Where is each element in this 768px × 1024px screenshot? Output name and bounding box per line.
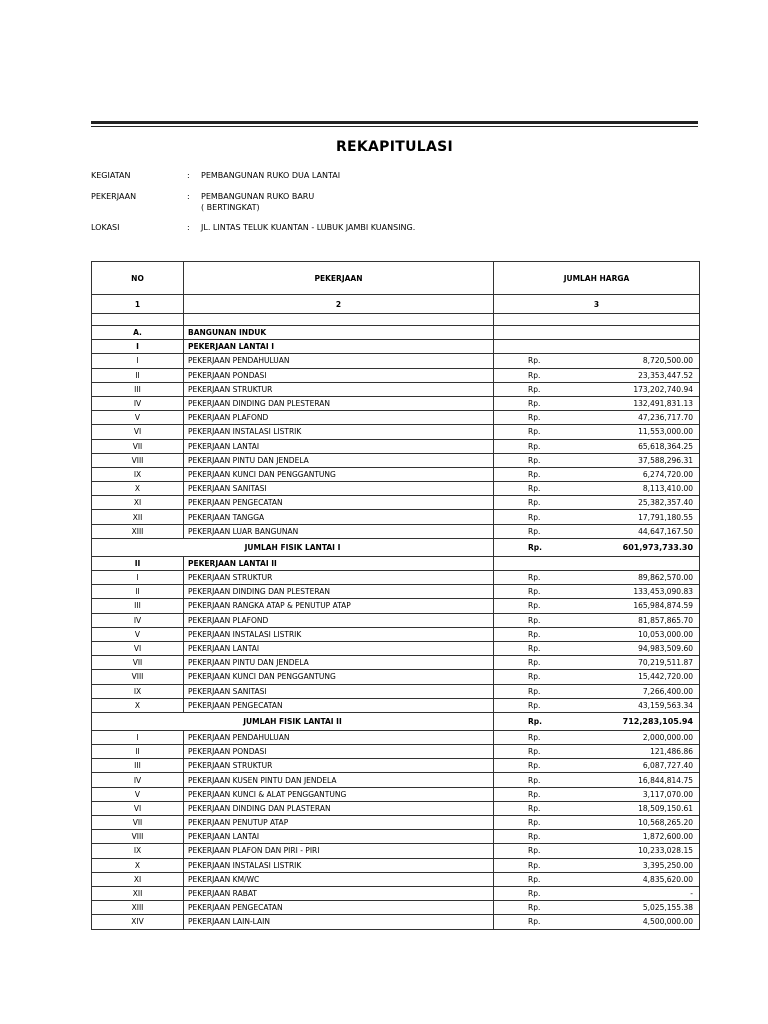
meta-label: KEGIATAN	[91, 171, 131, 180]
meta-value-line2: ( BERTINGKAT)	[201, 203, 260, 212]
cell-no: XIII	[92, 901, 184, 915]
currency-label: Rp.	[494, 844, 574, 858]
table-row	[92, 599, 700, 613]
currency-label: Rp.	[494, 585, 574, 599]
table-row	[92, 627, 700, 641]
cell-amount: 2,000,000.00	[574, 730, 700, 744]
currency-label: Rp.	[494, 730, 574, 744]
cell-no: VIII	[92, 670, 184, 684]
cell-pekerjaan: PEKERJAAN KUSEN PINTU DAN JENDELA	[184, 773, 494, 787]
currency-label: Rp.	[494, 453, 574, 467]
currency-label: Rp.	[494, 901, 574, 915]
cell-pekerjaan: PEKERJAAN INSTALASI LISTRIK	[184, 858, 494, 872]
cell-amount: 16,844,814.75	[574, 773, 700, 787]
cell-pekerjaan: PEKERJAAN PLAFOND	[184, 613, 494, 627]
table-row	[92, 585, 700, 599]
cell-amount: 70,219,511.87	[574, 656, 700, 670]
cell-amount: 8,720,500.00	[574, 354, 700, 368]
cell-pekerjaan: PEKERJAAN KUNCI DAN PENGGANTUNG	[184, 467, 494, 481]
table-row	[92, 482, 700, 496]
table-row	[92, 641, 700, 655]
currency-label: Rp.	[494, 439, 574, 453]
currency-label: Rp.	[494, 425, 574, 439]
table-row	[92, 340, 700, 354]
cell-amount: 133,453,090.83	[574, 585, 700, 599]
cell-no: VI	[92, 641, 184, 655]
cell-pekerjaan: PEKERJAAN PENGECATAN	[184, 496, 494, 510]
meta-label: PEKERJAAN	[91, 192, 137, 201]
cell-pekerjaan: PEKERJAAN SANITASI	[184, 684, 494, 698]
table-row	[92, 467, 700, 481]
currency-label: Rp.	[494, 759, 574, 773]
cell-no: XII	[92, 510, 184, 524]
cell-no	[92, 314, 184, 326]
cell-no: VIII	[92, 830, 184, 844]
cell-amount: 47,236,717.70	[574, 411, 700, 425]
cell-amount: 6,274,720.00	[574, 467, 700, 481]
cell-no: I	[92, 354, 184, 368]
cell-amount: 3,395,250.00	[574, 858, 700, 872]
currency-label: Rp.	[494, 712, 574, 730]
cell-pekerjaan: PEKERJAAN PLAFOND	[184, 411, 494, 425]
cell-jumlah	[494, 314, 700, 326]
table-row	[92, 453, 700, 467]
cell-no: VIII	[92, 453, 184, 467]
table-row	[92, 670, 700, 684]
cell-pekerjaan: PEKERJAAN LANTAI I	[184, 340, 494, 354]
cell-amount: 18,509,150.61	[574, 801, 700, 815]
cell-pekerjaan: PEKERJAAN SANITASI	[184, 482, 494, 496]
table-row	[92, 901, 700, 915]
subtotal-amount: 712,283,105.94	[574, 712, 700, 730]
subtotal-label: JUMLAH FISIK LANTAI II	[92, 712, 494, 730]
column-number-row	[92, 295, 700, 314]
table-row	[92, 816, 700, 830]
cell-no: IV	[92, 773, 184, 787]
table-row	[92, 684, 700, 698]
currency-label: Rp.	[494, 354, 574, 368]
col-number-3: 3	[494, 295, 700, 314]
cell-amount: -	[574, 886, 700, 900]
cell-pekerjaan: PEKERJAAN PLAFON DAN PIRI - PIRI	[184, 844, 494, 858]
table-row	[92, 656, 700, 670]
cell-pekerjaan: PEKERJAAN PONDASI	[184, 745, 494, 759]
table-row	[92, 425, 700, 439]
meta-colon: :	[187, 192, 190, 201]
cell-pekerjaan: PEKERJAAN PENDAHULUAN	[184, 354, 494, 368]
meta-colon: :	[187, 223, 190, 232]
cell-pekerjaan: PEKERJAAN INSTALASI LISTRIK	[184, 425, 494, 439]
cell-amount: 5,025,155.38	[574, 901, 700, 915]
header-pekerjaan: PEKERJAAN	[184, 262, 494, 295]
currency-label: Rp.	[494, 656, 574, 670]
currency-label: Rp.	[494, 538, 574, 556]
currency-label: Rp.	[494, 816, 574, 830]
cell-pekerjaan: PEKERJAAN KUNCI DAN PENGGANTUNG	[184, 670, 494, 684]
cell-pekerjaan: PEKERJAAN LANTAI	[184, 641, 494, 655]
cell-pekerjaan: PEKERJAAN PONDASI	[184, 368, 494, 382]
cell-no: III	[92, 382, 184, 396]
cell-no: IV	[92, 396, 184, 410]
table-row	[92, 571, 700, 585]
cell-no: IX	[92, 844, 184, 858]
cell-amount: 121,486.86	[574, 745, 700, 759]
currency-label: Rp.	[494, 627, 574, 641]
cell-amount: 43,159,563.34	[574, 698, 700, 712]
subtotal-amount: 601,973,733.30	[574, 538, 700, 556]
cell-no: XI	[92, 496, 184, 510]
table-row	[92, 886, 700, 900]
cell-pekerjaan: PEKERJAAN DINDING DAN PLESTERAN	[184, 396, 494, 410]
cell-amount: 81,857,865.70	[574, 613, 700, 627]
cell-amount: 10,233,028.15	[574, 844, 700, 858]
cell-no: II	[92, 368, 184, 382]
cell-pekerjaan: PEKERJAAN DINDING DAN PLESTERAN	[184, 585, 494, 599]
cell-amount: 10,568,265.20	[574, 816, 700, 830]
cell-amount: 25,382,357.40	[574, 496, 700, 510]
cell-no: VII	[92, 439, 184, 453]
table-row	[92, 745, 700, 759]
cell-no: II	[92, 585, 184, 599]
cell-no: III	[92, 759, 184, 773]
meta-value: JL. LINTAS TELUK KUANTAN - LUBUK JAMBI KUANSING.	[201, 223, 416, 232]
cell-jumlah	[494, 340, 700, 354]
cell-amount: 15,442,720.00	[574, 670, 700, 684]
table-row	[92, 510, 700, 524]
cell-pekerjaan: PEKERJAAN LAIN-LAIN	[184, 915, 494, 929]
currency-label: Rp.	[494, 382, 574, 396]
cell-no: X	[92, 698, 184, 712]
table-row	[92, 354, 700, 368]
currency-label: Rp.	[494, 467, 574, 481]
cell-no: X	[92, 482, 184, 496]
currency-label: Rp.	[494, 411, 574, 425]
currency-label: Rp.	[494, 684, 574, 698]
recap-table	[91, 261, 700, 930]
cell-pekerjaan: PEKERJAAN PENUTUP ATAP	[184, 816, 494, 830]
cell-pekerjaan: PEKERJAAN STRUKTUR	[184, 571, 494, 585]
cell-no: V	[92, 787, 184, 801]
cell-no: III	[92, 599, 184, 613]
cell-pekerjaan: PEKERJAAN STRUKTUR	[184, 759, 494, 773]
header-jumlah-harga: JUMLAH HARGA	[494, 262, 700, 295]
cell-pekerjaan: PEKERJAAN LANTAI II	[184, 556, 494, 570]
subtotal-row	[92, 712, 700, 730]
cell-no: XI	[92, 872, 184, 886]
cell-no: A.	[92, 326, 184, 340]
page-title: REKAPITULASI	[335, 139, 454, 155]
currency-label: Rp.	[494, 915, 574, 929]
cell-amount: 89,862,570.00	[574, 571, 700, 585]
meta-label: LOKASI	[91, 223, 120, 232]
currency-label: Rp.	[494, 571, 574, 585]
table-row	[92, 801, 700, 815]
currency-label: Rp.	[494, 641, 574, 655]
cell-pekerjaan: PEKERJAAN DINDING DAN PLASTERAN	[184, 801, 494, 815]
cell-amount: 165,984,874.59	[574, 599, 700, 613]
currency-label: Rp.	[494, 396, 574, 410]
cell-pekerjaan: PEKERJAAN RANGKA ATAP & PENUTUP ATAP	[184, 599, 494, 613]
table-row	[92, 326, 700, 340]
cell-pekerjaan	[184, 314, 494, 326]
table-row	[92, 773, 700, 787]
table-row	[92, 556, 700, 570]
header-no: NO	[92, 262, 184, 295]
table-row	[92, 915, 700, 929]
cell-no: VI	[92, 801, 184, 815]
header-rule-thick	[91, 121, 698, 124]
cell-no: V	[92, 627, 184, 641]
table-row	[92, 613, 700, 627]
meta-value: PEMBANGUNAN RUKO DUA LANTAI	[201, 171, 341, 180]
cell-amount: 1,872,600.00	[574, 830, 700, 844]
cell-amount: 132,491,831.13	[574, 396, 700, 410]
currency-label: Rp.	[494, 801, 574, 815]
cell-amount: 23,353,447.52	[574, 368, 700, 382]
currency-label: Rp.	[494, 745, 574, 759]
header-rule-thin	[91, 126, 698, 127]
cell-pekerjaan: PEKERJAAN LANTAI	[184, 439, 494, 453]
table-row	[92, 787, 700, 801]
table-row	[92, 439, 700, 453]
currency-label: Rp.	[494, 773, 574, 787]
cell-amount: 17,791,180.55	[574, 510, 700, 524]
cell-no: II	[92, 745, 184, 759]
currency-label: Rp.	[494, 496, 574, 510]
currency-label: Rp.	[494, 510, 574, 524]
cell-no: I	[92, 340, 184, 354]
cell-amount: 8,113,410.00	[574, 482, 700, 496]
cell-no: VII	[92, 656, 184, 670]
col-number-2: 2	[184, 295, 494, 314]
cell-amount: 6,087,727.40	[574, 759, 700, 773]
cell-no: VII	[92, 816, 184, 830]
cell-amount: 7,266,400.00	[574, 684, 700, 698]
currency-label: Rp.	[494, 698, 574, 712]
cell-no: XIV	[92, 915, 184, 929]
cell-pekerjaan: PEKERJAAN PINTU DAN JENDELA	[184, 453, 494, 467]
table-row	[92, 759, 700, 773]
table-body	[92, 314, 700, 930]
cell-pekerjaan: PEKERJAAN KM/WC	[184, 872, 494, 886]
table-row	[92, 730, 700, 744]
cell-no: IX	[92, 684, 184, 698]
cell-pekerjaan: PEKERJAAN LANTAI	[184, 830, 494, 844]
cell-no: X	[92, 858, 184, 872]
table-row	[92, 368, 700, 382]
cell-pekerjaan: PEKERJAAN PENDAHULUAN	[184, 730, 494, 744]
cell-no: I	[92, 571, 184, 585]
table-row	[92, 496, 700, 510]
cell-no: XII	[92, 886, 184, 900]
cell-amount: 10,053,000.00	[574, 627, 700, 641]
cell-pekerjaan: PEKERJAAN INSTALASI LISTRIK	[184, 627, 494, 641]
cell-pekerjaan: PEKERJAAN TANGGA	[184, 510, 494, 524]
table-row	[92, 698, 700, 712]
cell-pekerjaan: PEKERJAAN KUNCI & ALAT PENGGANTUNG	[184, 787, 494, 801]
subtotal-row	[92, 538, 700, 556]
cell-amount: 4,835,620.00	[574, 872, 700, 886]
cell-no: VI	[92, 425, 184, 439]
cell-pekerjaan: PEKERJAAN LUAR BANGUNAN	[184, 524, 494, 538]
cell-no: XIII	[92, 524, 184, 538]
table-row	[92, 411, 700, 425]
subtotal-label: JUMLAH FISIK LANTAI I	[92, 538, 494, 556]
cell-amount: 11,553,000.00	[574, 425, 700, 439]
currency-label: Rp.	[494, 599, 574, 613]
table-row	[92, 524, 700, 538]
meta-colon: :	[187, 171, 190, 180]
cell-pekerjaan: PEKERJAAN PENGECATAN	[184, 901, 494, 915]
currency-label: Rp.	[494, 613, 574, 627]
cell-no: V	[92, 411, 184, 425]
table-row	[92, 396, 700, 410]
currency-label: Rp.	[494, 524, 574, 538]
table-row	[92, 830, 700, 844]
cell-no: IV	[92, 613, 184, 627]
cell-pekerjaan: PEKERJAAN STRUKTUR	[184, 382, 494, 396]
cell-pekerjaan: PEKERJAAN RABAT	[184, 886, 494, 900]
cell-pekerjaan: BANGUNAN INDUK	[184, 326, 494, 340]
cell-amount: 37,588,296.31	[574, 453, 700, 467]
currency-label: Rp.	[494, 482, 574, 496]
col-number-1: 1	[92, 295, 184, 314]
cell-jumlah	[494, 326, 700, 340]
currency-label: Rp.	[494, 830, 574, 844]
table-row	[92, 858, 700, 872]
cell-no: IX	[92, 467, 184, 481]
table-row	[92, 844, 700, 858]
table-header-row	[92, 262, 700, 295]
table-row	[92, 314, 700, 326]
table-row	[92, 872, 700, 886]
currency-label: Rp.	[494, 670, 574, 684]
cell-amount: 65,618,364.25	[574, 439, 700, 453]
table-row	[92, 382, 700, 396]
currency-label: Rp.	[494, 787, 574, 801]
cell-no: I	[92, 730, 184, 744]
currency-label: Rp.	[494, 368, 574, 382]
cell-pekerjaan: PEKERJAAN PINTU DAN JENDELA	[184, 656, 494, 670]
currency-label: Rp.	[494, 872, 574, 886]
cell-amount: 44,647,167.50	[574, 524, 700, 538]
cell-amount: 3,117,070.00	[574, 787, 700, 801]
cell-amount: 94,983,509.60	[574, 641, 700, 655]
cell-amount: 173,202,740.94	[574, 382, 700, 396]
meta-value: PEMBANGUNAN RUKO BARU	[201, 192, 315, 201]
cell-jumlah	[494, 556, 700, 570]
cell-no: II	[92, 556, 184, 570]
currency-label: Rp.	[494, 858, 574, 872]
cell-amount: 4,500,000.00	[574, 915, 700, 929]
currency-label: Rp.	[494, 886, 574, 900]
cell-pekerjaan: PEKERJAAN PENGECATAN	[184, 698, 494, 712]
